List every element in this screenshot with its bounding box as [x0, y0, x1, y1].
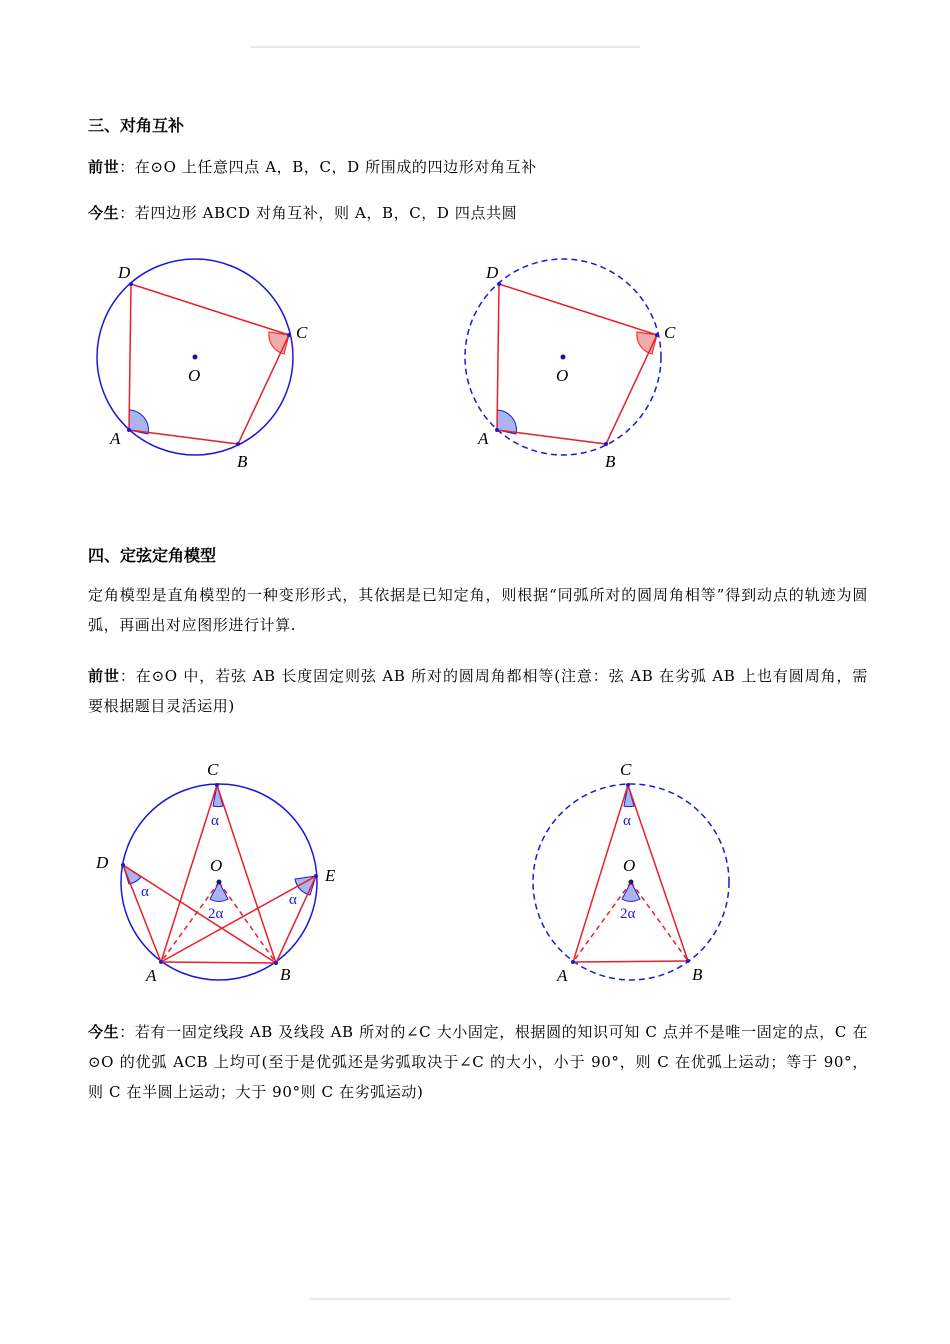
label-b: B: [692, 965, 703, 984]
label-a: A: [557, 966, 568, 985]
label-o: O: [556, 366, 569, 385]
label-c: C: [620, 760, 632, 779]
label-o: O: [210, 856, 223, 875]
radius-ob: [631, 882, 688, 961]
line-ca: [573, 785, 628, 962]
section4-heading: 四、定弦定角模型: [88, 546, 217, 565]
past-label: 前世: [88, 158, 120, 176]
footer-watermark: [310, 1298, 730, 1300]
label-c: C: [207, 760, 219, 779]
point-e: [314, 874, 318, 878]
radius-oa: [161, 882, 219, 962]
point-a: [571, 960, 575, 964]
center-point: [561, 355, 566, 360]
past-text: ：在⊙O 上任意四点 A，B，C，D 所围成的四边形对角互补: [119, 158, 537, 176]
label-o: O: [623, 856, 636, 875]
past-text: ：在⊙O 中，若弦 AB 长度固定则弦 AB 所对的圆周角都相等(注意：弦 AB 在劣弧 AB 上也有圆周角，需要根据题目灵活运用): [88, 667, 869, 715]
point-a: [159, 960, 163, 964]
figure-cyclic-quad-solid: [90, 255, 320, 475]
radius-ob: [219, 882, 276, 963]
section3-present-paragraph: [88, 198, 868, 228]
past-label: 前世: [88, 667, 120, 685]
chord-ab: [161, 962, 276, 963]
label-a: A: [110, 429, 121, 448]
point-c: [626, 783, 630, 787]
label-c: C: [664, 323, 676, 342]
point-b: [236, 442, 240, 446]
point-a: [127, 428, 131, 432]
point-b: [604, 442, 608, 446]
figure-cyclic-quad-dashed: [458, 255, 690, 475]
two-alpha: 2α: [208, 906, 224, 922]
point-c: [215, 783, 219, 787]
present-label: 今生: [88, 204, 120, 222]
present-label: 今生: [88, 1023, 120, 1041]
point-d: [129, 282, 133, 286]
quadrilateral-abcd: [497, 284, 657, 444]
figure-fixed-chord-dashed: [525, 755, 740, 990]
line-cb: [217, 785, 276, 963]
label-b: B: [605, 452, 616, 471]
point-c: [287, 333, 291, 337]
section3-past-paragraph: [88, 152, 868, 182]
section4-intro-paragraph: 定角模型是直角模型的一种变形形式，其依据是已知定角，则根据“同弧所对的圆周角相等”得到动点的轨迹为圆弧，再画出对应图形进行计算.: [88, 586, 868, 634]
quadrilateral-abcd: [129, 284, 289, 444]
point-b: [274, 961, 278, 965]
radius-oa: [573, 882, 631, 962]
present-text: ：若有一固定线段 AB 及线段 AB 所对的∠C 大小固定，根据圆的知识可知 C 点并不是唯一固定的点，C 在⊙O 的优弧 ACB 上均可(至于是优弧还是劣弧取决于∠C 的大小，小于 90°，则 C 在优弧上运动；等于 90°，则 C 在半圆上运动；大于 90°则 C 在劣弧运动): [88, 1023, 868, 1101]
section4-past-paragraph: [88, 661, 868, 721]
alpha-c: α: [211, 813, 219, 829]
center-point: [193, 355, 198, 360]
point-d: [121, 863, 125, 867]
label-d: D: [96, 853, 109, 872]
section4-present-paragraph: [88, 1017, 868, 1107]
label-a: A: [478, 429, 489, 448]
label-d: D: [118, 263, 131, 282]
figure-fixed-chord-solid: [90, 755, 350, 990]
header-watermark: [250, 46, 640, 48]
point-d: [497, 282, 501, 286]
alpha-d: α: [141, 884, 149, 900]
center-point: [629, 880, 634, 885]
two-alpha: 2α: [620, 906, 636, 922]
section3-heading: 三、对角互补: [88, 116, 185, 135]
present-text: ：若四边形 ABCD 对角互补，则 A，B，C，D 四点共圆: [119, 204, 518, 222]
label-b: B: [280, 965, 291, 984]
label-d: D: [486, 263, 499, 282]
label-c: C: [296, 323, 308, 342]
center-point: [217, 880, 222, 885]
point-b: [686, 959, 690, 963]
point-a: [495, 428, 499, 432]
alpha-c: α: [623, 813, 631, 829]
line-da: [123, 865, 161, 962]
label-e: E: [325, 866, 336, 885]
label-b: B: [237, 452, 248, 471]
label-a: A: [146, 966, 157, 985]
point-c: [655, 333, 659, 337]
label-o: O: [188, 366, 201, 385]
chord-ab: [573, 961, 688, 962]
line-cb: [628, 785, 688, 961]
alpha-e: α: [289, 892, 297, 908]
